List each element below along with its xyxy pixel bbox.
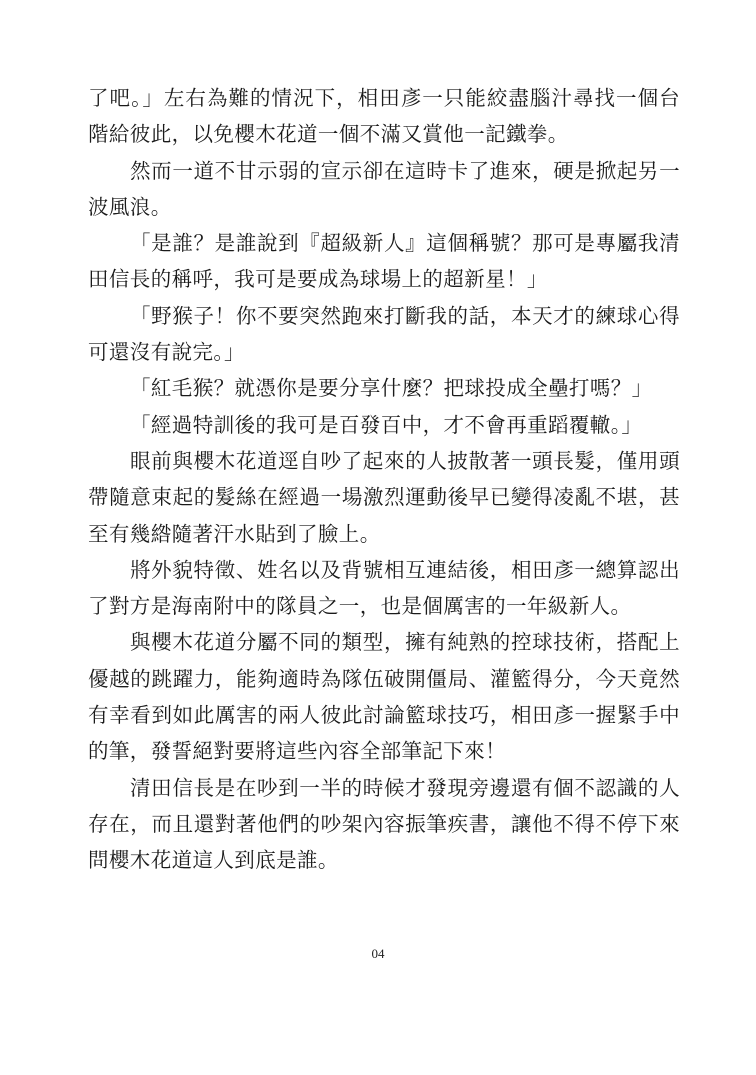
body-text <box>88 80 680 879</box>
dialogue-paragraph: 「是誰？是誰說到『超級新人』這個稱號？那可是專屬我清田信長的稱呼，我可是要成為球場上的超新星！」 <box>88 231 680 292</box>
dialogue-paragraph: 「紅毛猴？就憑你是要分享什麼？把球投成全壘打嗎？」 <box>130 376 653 401</box>
paragraph: 將外貌特徵、姓名以及背號相互連結後，相田彥一總算認出了對方是海南附中的隊員之一，也是個厲害的一年級新人。 <box>88 557 680 619</box>
paragraph-continuation: 了吧。」左右為難的情況下，相田彥一只能絞盡腦汁尋找一個台階給彼此，以免櫻木花道一個不滿又賞他一記鐵拳。 <box>88 86 680 147</box>
paragraph: 與櫻木花道分屬不同的類型，擁有純熟的控球技術，搭配上優越的跳躍力，能夠適時為隊伍破開僵局、灌籃得分，今天竟然有幸看到如此厲害的兩人彼此討論籃球技巧，相田彥一握緊手中的筆，發誓絕對要將這些內容全部筆記下來！ <box>88 630 680 764</box>
paragraph: 眼前與櫻木花道逕自吵了起來的人披散著一頭長髮，僅用頭帶隨意束起的髮絲在經過一場激烈運動後早已變得凌亂不堪，甚至有幾綹隨著汗水貼到了臉上。 <box>88 448 680 546</box>
paragraph: 清田信長是在吵到一半的時候才發現旁邊還有個不認識的人存在，而且還對著他們的吵架內容振筆疾書，讓他不得不停下來問櫻木花道這人到底是誰。 <box>88 775 680 873</box>
page-number: 04 <box>371 946 385 961</box>
dialogue-paragraph: 「經過特訓後的我可是百發百中，才不會再重蹈覆轍。」 <box>130 412 643 437</box>
dialogue-paragraph: 「野猴子！你不要突然跑來打斷我的話，本天才的練球心得可還沒有說完。」 <box>88 303 680 365</box>
paragraph: 然而一道不甘示弱的宣示卻在這時卡了進來，硬是掀起另一波風浪。 <box>88 158 680 219</box>
